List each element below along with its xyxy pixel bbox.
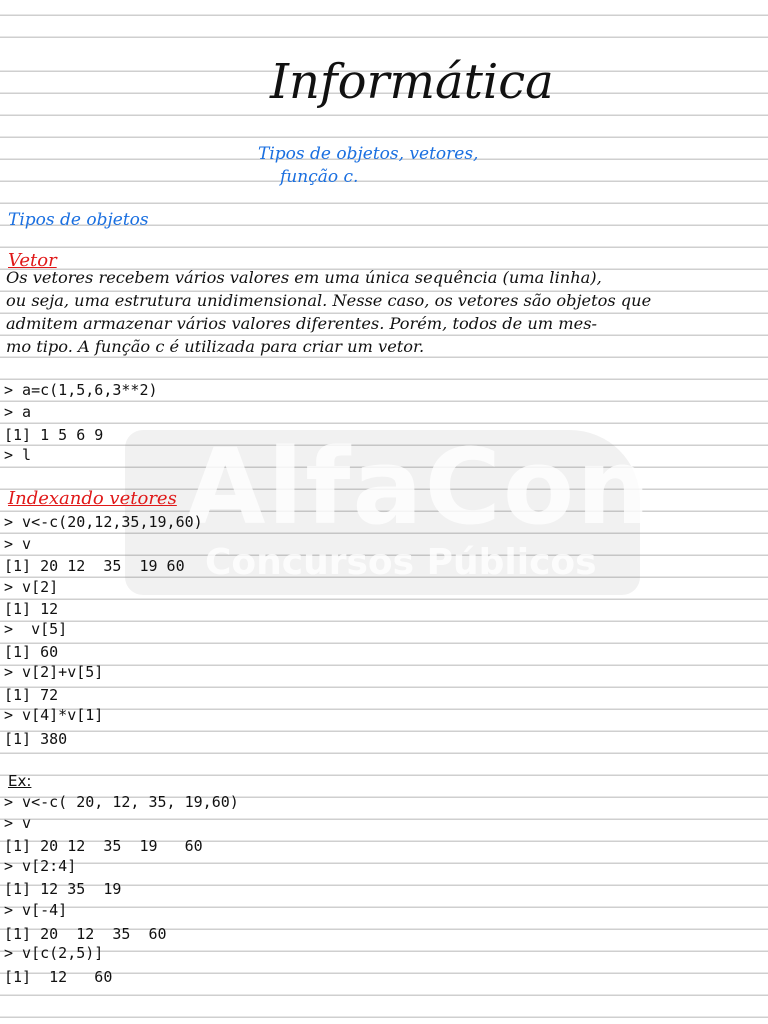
code-line: [1] 12 35 19 bbox=[4, 880, 122, 898]
code-line: [1] 1 5 6 9 bbox=[4, 426, 104, 444]
code-line: [1] 60 bbox=[4, 643, 59, 661]
section-heading: Tipos de objetos bbox=[8, 210, 149, 230]
indexing-heading: Indexando vetores bbox=[8, 488, 177, 509]
code-line: [1] 20 12 35 19 60 bbox=[4, 837, 203, 855]
code-line: > v[2:4] bbox=[4, 857, 77, 875]
code-line: > a bbox=[4, 403, 32, 421]
watermark-brand: AlfaCon bbox=[185, 426, 653, 548]
code-line: [1] 12 60 bbox=[4, 968, 113, 986]
code-line: > v[5] bbox=[4, 620, 68, 638]
subtitle-line-2: função c. bbox=[280, 167, 359, 187]
code-line: > v[c(2,5)] bbox=[4, 944, 104, 962]
code-line: > v<-c( 20, 12, 35, 19,60) bbox=[4, 793, 239, 811]
code-line: > v<-c(20,12,35,19,60) bbox=[4, 513, 203, 531]
paragraph-line-3: admitem armazenar vários valores diferentes. Porém, todos de um mes- bbox=[6, 314, 597, 333]
page-title: Informática bbox=[270, 54, 554, 110]
code-line: > v[2] bbox=[4, 578, 59, 596]
code-line: [1] 72 bbox=[4, 686, 59, 704]
code-line: [1] 380 bbox=[4, 730, 68, 748]
code-line: > v[-4] bbox=[4, 901, 68, 919]
vetor-heading: Vetor bbox=[8, 250, 57, 271]
paragraph-line-4: mo tipo. A função c é utilizada para criar um vetor. bbox=[6, 337, 425, 356]
code-line: > l bbox=[4, 446, 32, 464]
code-line: [1] 12 bbox=[4, 600, 59, 618]
code-line: > v bbox=[4, 535, 32, 553]
subtitle-line-1: Tipos de objetos, vetores, bbox=[258, 144, 479, 164]
paragraph-line-1: Os vetores recebem vários valores em uma única sequência (uma linha), bbox=[6, 268, 602, 287]
code-line: [1] 20 12 35 19 60 bbox=[4, 557, 185, 575]
code-line: > v[2]+v[5] bbox=[4, 663, 104, 681]
paragraph-line-2: ou seja, uma estrutura unidimensional. Nesse caso, os vetores são objetos que bbox=[6, 291, 652, 310]
code-line: [1] 20 12 35 60 bbox=[4, 925, 167, 943]
code-line: > a=c(1,5,6,3**2) bbox=[4, 381, 158, 399]
code-line: > v bbox=[4, 814, 32, 832]
watermark-subtitle: Concursos Públicos bbox=[205, 542, 597, 583]
example-label: Ex: bbox=[8, 772, 32, 790]
code-line: > v[4]*v[1] bbox=[4, 706, 104, 724]
